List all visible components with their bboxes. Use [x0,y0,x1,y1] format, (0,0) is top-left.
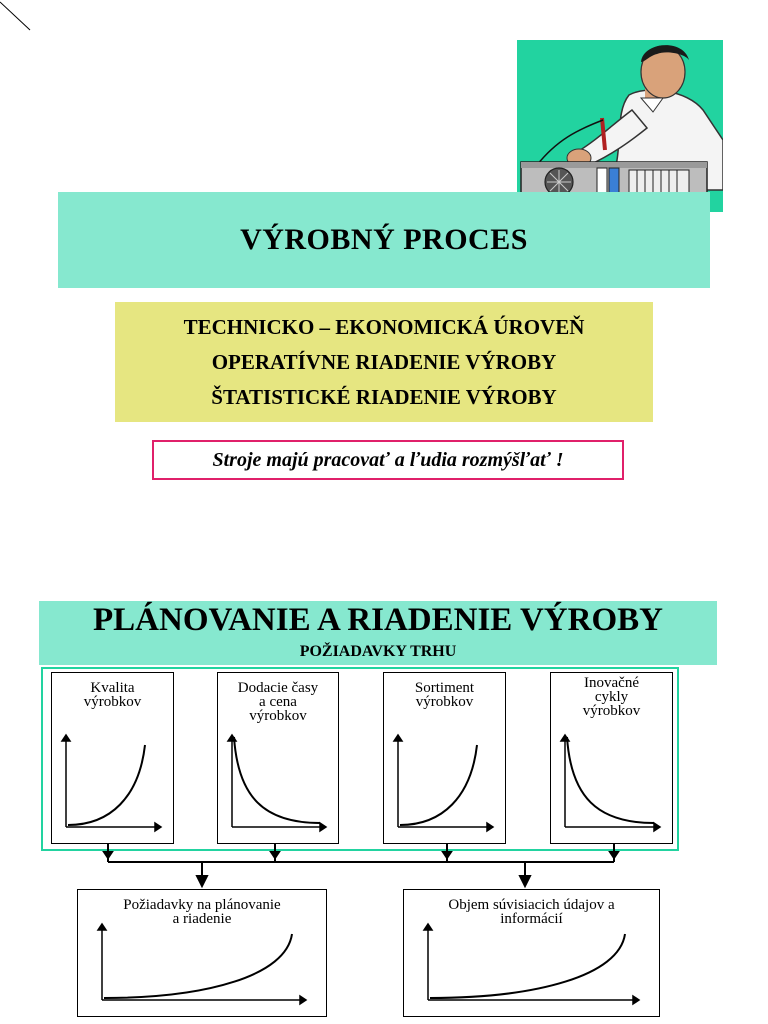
panel-assortment [383,672,506,844]
slide2-title: PLÁNOVANIE A RIADENIE VÝROBY [93,602,663,638]
trend-curve [68,745,145,825]
x-axis-arrow [654,823,660,831]
trend-curve [430,934,625,998]
panel-label-line: a cena [259,694,297,710]
panel-label-line: výrobkov [582,703,641,719]
panel-quality [51,672,174,844]
panel-label-line: Kvalita [90,680,135,696]
trend-curve [400,745,477,825]
panel-label-line: výrobkov [249,708,307,724]
corner-decoration-line [0,0,40,40]
x-axis-arrow [487,823,493,831]
chart-axes [98,924,306,1004]
slide2-subtitle: POŽIADAVKY TRHU [299,643,457,660]
panel-label-line: cykly [594,689,629,705]
panel-label-line: výrobkov [415,694,474,710]
panel-delivery-times [217,672,339,844]
panel-label-line: Inovačné [584,675,639,691]
panel-label-line: Sortiment [414,680,475,696]
panel-label-line: výrobkov [83,694,142,710]
panel-innovation-cycles [550,672,673,844]
curve-chart [551,673,674,845]
x-axis-arrow [320,823,326,831]
curve-chart [52,673,175,845]
slide1-title: VÝROBNÝ PROCES [58,192,710,288]
curve-chart [384,673,507,845]
panel-data-volume [403,889,660,1017]
x-axis-arrow [155,823,161,831]
slide1-subtitle-box [115,302,653,422]
y-axis-arrow [62,735,70,741]
subtitle-line-3: ŠTATISTICKÉ RIADENIE VÝROBY [211,384,557,409]
chart-axes [62,735,161,831]
chart-axes [228,735,326,831]
chart-axes [394,735,493,831]
curve-chart [404,890,661,1018]
chart-axes [424,924,639,1004]
panel-label-line: informácií [500,911,563,927]
slide1-quote: Stroje majú pracovať a ľudia rozmýšľať ! [152,440,624,480]
y-axis-arrow [98,924,106,930]
panel-label-line: Dodacie časy [237,680,319,696]
curve-chart [78,890,328,1018]
y-axis-arrow [424,924,432,930]
trend-curve [567,737,654,823]
panel-label-line: Požiadavky na plánovanie [123,897,281,913]
chart-axes [561,735,660,831]
trend-curve [104,934,292,998]
subtitle-line-2: OPERATÍVNE RIADENIE VÝROBY [211,349,557,374]
y-axis-arrow [394,735,402,741]
panel-label-line: Objem súvisiacich údajov a [448,897,615,913]
x-axis-arrow [300,996,306,1004]
panel-label-line: a riadenie [172,911,232,927]
panel-planning-requirements [77,889,327,1017]
trend-curve [234,737,320,823]
technician-illustration [517,40,723,212]
x-axis-arrow [633,996,639,1004]
subtitle-line-1: TECHNICKO – EKONOMICKÁ ÚROVEŇ [183,314,585,339]
curve-chart [218,673,340,845]
